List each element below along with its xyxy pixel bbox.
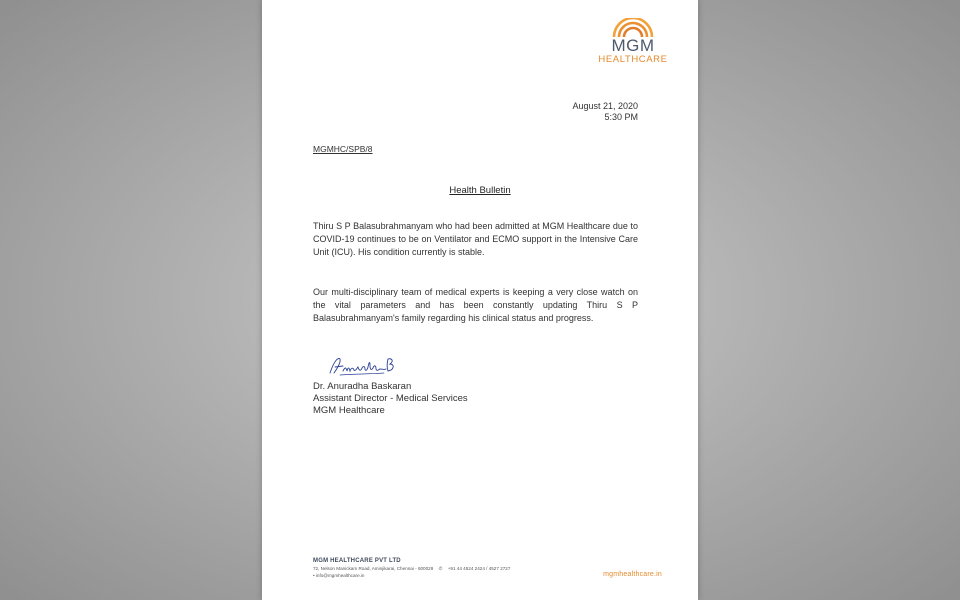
logo-brand-name: MGM xyxy=(611,36,655,55)
footer-phone: +91 44 4524 2424 / 4527 2727 xyxy=(447,566,511,571)
footer-address-line xyxy=(313,565,573,572)
handwritten-signature xyxy=(326,353,398,379)
letter-page xyxy=(262,0,698,600)
footer-email: info@mgmhealthcare.in xyxy=(315,573,365,578)
signatory-name: Dr. Anuradha Baskaran xyxy=(313,381,412,392)
letter-date: August 21, 2020 xyxy=(572,101,638,111)
signatory-designation: Assistant Director - Medical Services xyxy=(313,393,468,404)
logo-sub-brand: HEALTHCARE xyxy=(598,54,668,65)
letterhead-logo xyxy=(598,18,668,66)
signal-arcs-icon xyxy=(608,18,658,38)
footer-email-line xyxy=(313,572,573,579)
footer-website: mgmhealthcare.in xyxy=(603,571,662,578)
signatory-block xyxy=(313,381,468,417)
footer-address: 72, Nelson Manickam Road, Aminjikarai, Chennai - 600029 xyxy=(313,566,434,571)
phone-icon: ✆ xyxy=(438,566,443,571)
footer-company: MGM HEALTHCARE PVT LTD xyxy=(313,558,401,564)
bulletin-title: Health Bulletin xyxy=(449,185,511,196)
letter-time: 5:30 PM xyxy=(604,112,638,122)
email-icon: • xyxy=(313,573,315,578)
body-paragraph: Thiru S P Balasubrahmanyam who had been admitted at MGM Healthcare due to COVID-19 continues to be on Ventilator and ECMO support in the Intensive Care Unit (ICU). His condition currently is stable. xyxy=(313,221,638,257)
footer-contact xyxy=(313,557,573,579)
date-block xyxy=(572,101,638,123)
signatory-organization: MGM Healthcare xyxy=(313,405,385,416)
reference-number: MGMHC/SPB/8 xyxy=(313,144,373,154)
body-paragraph: Our multi-disciplinary team of medical experts is keeping a very close watch on the vital parameters and has been constantly updating Thiru S P Balasubrahmanyam's family regarding his clinical status and progress. xyxy=(313,287,638,323)
